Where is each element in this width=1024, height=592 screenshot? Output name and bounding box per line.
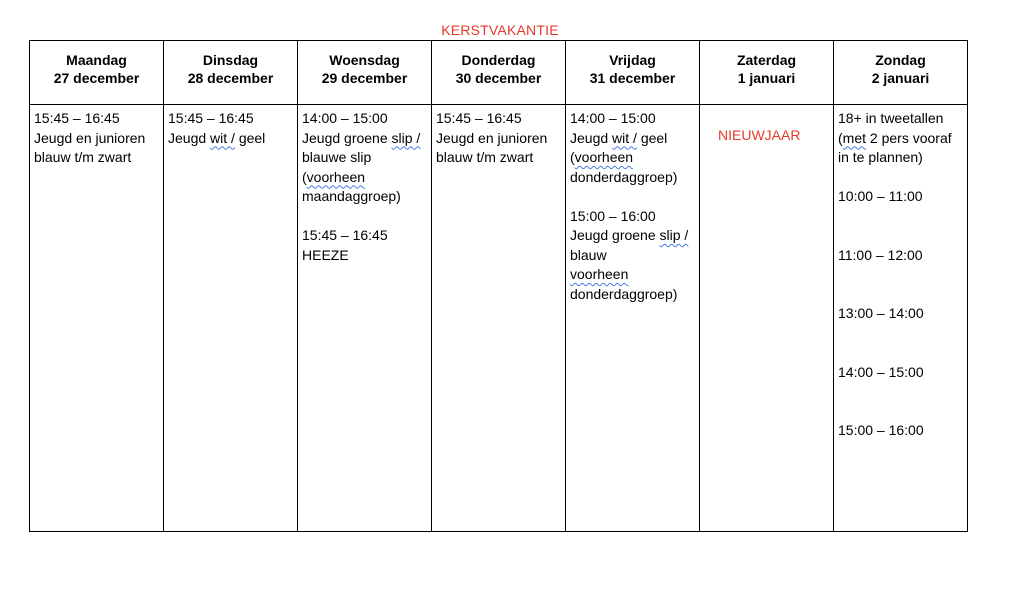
day-name: Vrijdag xyxy=(609,52,656,68)
spellcheck-word: voorheen xyxy=(574,149,634,165)
holiday-label: NIEUWJAAR xyxy=(718,127,801,143)
group-text xyxy=(570,226,696,246)
slot-time: 11:00 – 12:00 xyxy=(838,246,923,263)
header-monday xyxy=(30,41,164,105)
spellcheck-word: voorheen xyxy=(306,168,366,185)
spellcheck-word: met xyxy=(842,129,867,146)
slot-time: 13:00 – 14:00 xyxy=(838,305,924,321)
day-date: 31 december xyxy=(589,70,676,86)
cell-wednesday xyxy=(298,105,432,532)
slot-time: 10:00 – 11:00 xyxy=(838,188,923,204)
day-name: Zondag xyxy=(875,52,926,68)
day-name: Donderdag xyxy=(461,52,536,68)
cell-thursday xyxy=(432,105,566,532)
group-text: 18+ in tweetallen xyxy=(838,110,944,126)
text-part: geel xyxy=(636,129,668,146)
day-date: 1 januari xyxy=(737,70,796,86)
group-text xyxy=(168,129,294,149)
time-slot xyxy=(570,207,696,305)
document-title: KERSTVAKANTIE xyxy=(441,22,559,38)
group-text xyxy=(302,129,428,149)
header-wednesday xyxy=(298,41,432,105)
slot-time: 15:45 – 16:45 xyxy=(302,227,388,243)
time-slot xyxy=(838,363,964,383)
day-date: 27 december xyxy=(53,70,140,86)
time-slot xyxy=(838,421,964,441)
schedule-row xyxy=(30,105,968,532)
text-part: Jeugd groene xyxy=(302,129,392,146)
group-text: in te plannen) xyxy=(838,149,923,165)
header-friday xyxy=(566,41,700,105)
slot-time: 14:00 – 15:00 xyxy=(838,363,924,380)
slot-time: 15:45 – 16:45 xyxy=(34,110,120,126)
time-slot xyxy=(838,187,964,207)
time-slot xyxy=(302,109,428,207)
slot-time: 14:00 – 15:00 xyxy=(570,110,656,126)
cell-sunday xyxy=(834,105,968,532)
time-slot xyxy=(302,226,428,265)
day-date: 2 januari xyxy=(871,70,930,86)
group-text: blauwe slip xyxy=(302,149,372,165)
group-text: Jeugd en junioren xyxy=(34,129,146,146)
spellcheck-word: slip / xyxy=(391,129,421,146)
text-part: Jeugd xyxy=(168,129,211,146)
time-slot xyxy=(570,109,696,187)
day-name: Zaterdag xyxy=(736,52,797,68)
spellcheck-word: wit / xyxy=(210,129,235,146)
text-part: ( xyxy=(838,129,843,146)
day-name: Woensdag xyxy=(329,52,400,68)
text-part: ( xyxy=(570,149,575,165)
cell-friday xyxy=(566,105,700,532)
slot-time: 15:45 – 16:45 xyxy=(168,110,254,126)
spellcheck-word: slip / xyxy=(659,227,689,243)
group-text xyxy=(838,129,964,149)
slot-time: 14:00 – 15:00 xyxy=(302,110,388,126)
header-thursday xyxy=(432,41,566,105)
sunday-note xyxy=(838,109,964,168)
header-saturday xyxy=(700,41,834,105)
cell-saturday xyxy=(700,105,834,532)
group-text: blauw t/m zwart xyxy=(436,149,534,165)
text-part: geel xyxy=(234,129,266,146)
day-name: Maandag xyxy=(66,52,127,68)
day-name: Dinsdag xyxy=(202,52,259,68)
time-slot xyxy=(168,109,294,148)
text-part: Jeugd xyxy=(570,129,613,146)
time-slot xyxy=(436,109,562,168)
cell-monday xyxy=(30,105,164,532)
day-date: 29 december xyxy=(321,70,408,86)
group-text: donderdaggroep) xyxy=(570,168,678,185)
text-part: ( xyxy=(302,168,307,185)
header-sunday xyxy=(834,41,968,105)
group-text: blauw t/m zwart xyxy=(34,149,132,165)
header-row xyxy=(30,41,968,105)
slot-time: 15:45 – 16:45 xyxy=(436,110,522,126)
group-text xyxy=(302,168,428,188)
day-date: 30 december xyxy=(455,70,542,86)
text-part: Jeugd groene xyxy=(570,227,660,243)
text-part: 2 pers vooraf xyxy=(866,129,952,146)
group-text: blauw xyxy=(570,246,607,263)
slot-time: 15:00 – 16:00 xyxy=(570,207,656,224)
group-text: Jeugd en junioren xyxy=(436,129,548,146)
group-text xyxy=(570,148,696,168)
day-date: 28 december xyxy=(187,70,274,86)
time-slot xyxy=(838,246,964,266)
group-text: donderdaggroep) xyxy=(570,285,678,302)
header-tuesday xyxy=(164,41,298,105)
group-text: maandaggroep) xyxy=(302,188,401,204)
slot-time: 15:00 – 16:00 xyxy=(838,422,924,438)
time-slot xyxy=(838,304,964,324)
group-text xyxy=(570,129,696,149)
spellcheck-word: voorheen xyxy=(570,266,629,282)
cell-tuesday xyxy=(164,105,298,532)
time-slot xyxy=(34,109,160,168)
group-text: HEEZE xyxy=(302,246,349,263)
schedule-table xyxy=(29,40,968,532)
spellcheck-word: wit / xyxy=(612,129,637,146)
